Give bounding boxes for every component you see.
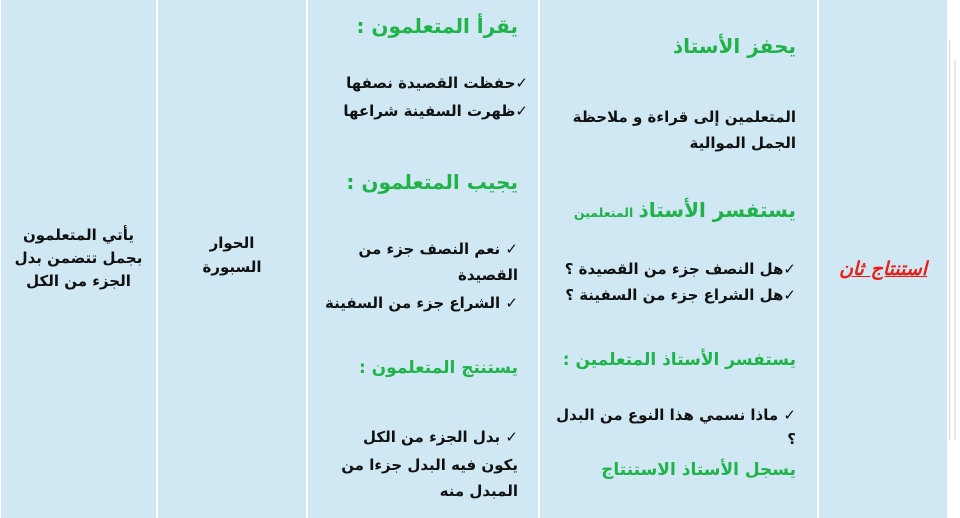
teacher-question-3-mark: ؟ [787,430,796,448]
learners-read-item-1-text: حفظت القصيدة نصفها [346,74,516,92]
learners-conclude-heading: يستنتج المتعلمون : [358,358,518,378]
learners-answer-item-2 [325,294,518,312]
learners-conclude-item-1-text: بدل الجزء من الكل [362,428,501,446]
outcome-line-1: يأتي المتعلمون [22,226,135,244]
teacher-asks-heading-main: يستفسر الأستاذ [638,198,796,222]
learners-read-item-2 [343,102,528,120]
teacher-asks-heading-small: المتعلمين [573,205,634,220]
learners-conclude-line-2: المبدل منه [439,482,518,500]
learners-conclude-line-1: يكون فيه البدل جزءا من [341,456,518,474]
learners-answer-heading: يجيب المتعلمون : [346,170,518,194]
teacher-records-heading: يسجل الأستاذ الاستنتاج [601,460,796,480]
teacher-asks-heading-2: يستفسر الأستاذ المتعلمين : [562,350,796,370]
stage-label: استنتاج ثان [838,258,928,280]
check-icon: ✓ [505,240,518,258]
teacher-question-1-text: هل النصف جزء من القصيدة ؟ [564,260,784,278]
learners-answer-item-1-cont: القصيدة [458,266,518,284]
check-icon: ✓ [783,260,796,278]
check-icon: ✓ [505,428,518,446]
check-icon: ✓ [515,74,528,92]
teacher-motivates-line-1: المتعلمين إلى قراءة و ملاحظة [572,108,796,126]
teacher-question-3-text: ماذا نسمي هذا النوع من البدل [556,406,779,424]
teacher-question-2-text: هل الشراع جزء من السفينة ؟ [565,286,784,304]
teacher-motivates-heading: يحفز الأستاذ [672,34,796,58]
check-icon: ✓ [515,102,528,120]
teacher-question-1 [565,260,796,278]
learners-answer-item-2-text: الشراع جزء من السفينة [324,294,501,312]
teacher-asks-heading [574,198,796,222]
materials-line-1: الحوار [209,234,255,252]
check-icon: ✓ [505,294,518,312]
learners-conclude-item-1 [363,428,518,446]
teacher-motivates-line-2: الجمل الموالية [689,134,796,152]
teacher-question-2 [565,286,796,304]
check-icon: ✓ [783,286,796,304]
check-icon: ✓ [783,406,796,424]
outcome-line-2: بجمل تتضمن بدل [14,249,143,267]
materials-line-2: السبورة [202,258,262,276]
outcome-line-3: الجزء من الكل [26,272,131,290]
learners-answer-item-1-text: نعم النصف جزء من [358,240,501,258]
scrollbar-track[interactable] [954,60,956,440]
scrollbar[interactable] [949,40,960,440]
teacher-question-3 [556,406,796,424]
learners-read-item-2-text: ظهرت السفينة شراعها [343,102,516,120]
teacher-activity-column [539,0,818,518]
learners-read-heading: يقرأ المتعلمون : [356,14,518,38]
learners-read-item-1 [346,74,528,92]
learners-answer-item-1 [359,240,518,258]
